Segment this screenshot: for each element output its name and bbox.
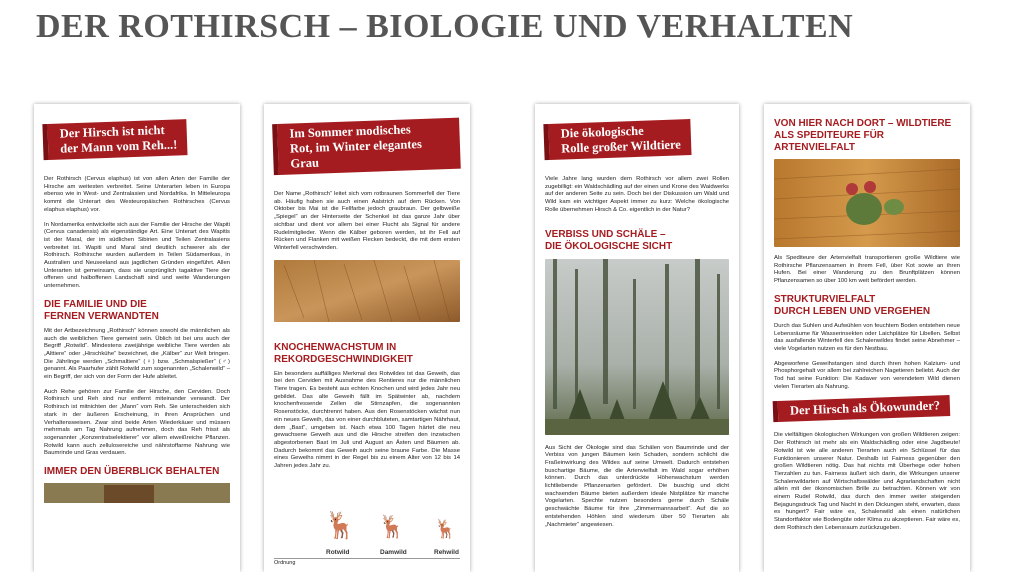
- label-line-1: Der Hirsch ist nicht: [59, 122, 165, 141]
- deer-label: Rotwild: [326, 548, 350, 556]
- paragraph: Durch das Suhlen und Aufwühlen von feuchtem Boden entstehen neue Lebensräume für Wasserinsekten oder Laichplätze für Libellen. Selbst das ausfallende Winterfell des Schalenwildes findet seine Abnehmer – viele Vogelarten nutzen es für den Nestbau.: [774, 322, 960, 352]
- red-label: [548, 119, 691, 160]
- section-heading: [274, 342, 460, 366]
- heading-line-2: ALS SPEDITEURE FÜR ARTENVIELFALT: [774, 130, 885, 153]
- deer-label: Damwild: [380, 548, 407, 556]
- panel-spediteure-artenvielfalt: [764, 104, 970, 572]
- label-line-1: Die ökologische: [560, 123, 644, 141]
- row-label: Ordnung: [274, 559, 296, 566]
- red-label: [47, 119, 187, 160]
- heading-line-1: DIE FAMILIE UND DIE: [44, 298, 147, 310]
- photo-deer-partial: [44, 483, 230, 503]
- red-label-container: [47, 118, 230, 160]
- panel-oekologische-rolle: [535, 104, 739, 572]
- label-line-2: Rolle großer Wildtiere: [560, 137, 682, 156]
- heading-line-1: VERBISS UND SCHÄLE –: [545, 228, 666, 240]
- heading-line-2: REKORDGESCHWINDIGKEIT: [274, 353, 413, 365]
- paragraph: Als Spediteure der Artenvielfalt transportieren große Wildtiere wie Rothirsche Pflanzensamen in ihrem Fell, über Kot sowie an ihren Hufen. Bei einer Wanderung zu den Brunftplätzen können Pflanzensamen so über 100 km weit befördert werden.: [774, 255, 960, 285]
- section-heading: [774, 294, 960, 318]
- roe-deer-icon: 🦌: [434, 518, 457, 539]
- paragraph: Abgeworfene Geweihstangen sind durch ihren hohen Kalzium- und Phosphorgehalt vor allem bei zahlreichen Nagetieren beliebt. Auch der Tod hat seine Funktion: Die Kadaver von verendetem Wild dienen vielen Tierarten als Nahrung.: [774, 360, 960, 390]
- paragraph: Viele Jahre lang wurden dem Rothirsch vor allem zwei Rollen zugebilligt: ein Waldschädling auf der einen und Krone des Waidwerks auf der anderen Seite zu sein. Doch bei der Diskussion um Wald und Wild kam ein wichtiger Aspekt immer zu kurz: Welche ökologische Rolle übernehmen Hirsch & Co. eigentlich in der Natur?: [545, 176, 729, 213]
- section-heading: [774, 118, 960, 154]
- paragraph: Die vielfältigen ökologischen Wirkungen von großen Wildtieren zeigen: Der Rothirsch ist mehr als ein Waldschädling oder eine Jagdbeute! Rotwild ist wie alle anderen Tierarten auch ein Schlüssel für das Funktionieren unserer Natur. Deshalb ist Fairness gegenüber den großen Wildtieren nötig. Das hat nichts mit Überhege oder hohen Tierzahlen zu tun. Fairness äußert sich darin, die Wirkungen unserer Schalenwildarten auf Wirtschaftswälder und Agrarlandschaften nicht allein mit der ökonomischen Brille zu betrachten. Können wir von einem Rudel Rotwild, das durch den immer weiter steigenden Bejagungsdruck Tag und Nacht in den Dickungen steht, erwarten, dass es hungert? Fair wäre es, Schalenwild als einen natürlichen Standortfaktor wie Bodengüte oder Klima zu akzeptieren. Fair wäre es, dem Rothirsch den Lebensraum zurückzugeben.: [774, 432, 960, 531]
- label-line-1: Im Sommer modisches: [289, 122, 411, 141]
- section-heading: [545, 229, 729, 253]
- paragraph: Aus Sicht der Ökologie sind das Schälen von Baumrinde und der Verbiss von jungen Bäumen kein Schaden, sondern schlicht die Fraßeinwirkung des Wildes auf seine Umwelt. Dadurch entstehen buschartige Bäume, die die Artenvielfalt im Wald sogar erhöhen können. Durch das unterdrückte Höhenwachstum werden lichtliebende Pflanzenarten gefördert. Die buschig und dicht wachsenden Bäume bieten außerdem ideale Nistplätze für manche Vogelarten. Spechte nutzen besonders gerne durch Schäle geschwächte Bäume für ihre „Zimmermannsarbeit“. Auf die so entstehenden Höhlen sind wiederum über 50 Tierarten als „Nachmieter“ angewiesen.: [545, 444, 729, 528]
- heading-line-2: DIE ÖKOLOGISCHE SICHT: [545, 240, 673, 252]
- panel-sommer-rot-winter-grau: [264, 104, 470, 572]
- deer-comparison-table: [274, 478, 460, 558]
- label-line-2: der Mann vom Reh...!: [59, 137, 178, 156]
- paragraph: Der Name „Rothirsch“ leitet sich vom rotbraunen Sommerfell der Tiere ab. Häufig haben sie auch einen Aalstrich auf dem Rücken. Von Oktober bis Mai ist die Fellfarbe jedoch graubraun. Der gelbweiße „Spiegel“ an der Hinterseite der Schenkel ist das ganze Jahr über sichtbar und dient vor allem bei einer Flucht als Signal für andere Rudelmitglieder. Wenn die Kälber geboren werden, ist ihr Fell auf Rücken und Flanken mit weißen Flecken bedeckt, die mit dem ersten Winterfell verschwinden.: [274, 191, 460, 251]
- paragraph: Der Rothirsch (Cervus elaphus) ist von allen Arten der Familie der Hirsche am weitesten verbreitet. Seine Unterarten leben in Europa ebenso wie in West- und Zentralasien und Nordafrika. In Mitteleuropa kommt die Unterart des Westeuropäischen Rothirsches (Cervus elaphus elaphus) vor.: [44, 176, 230, 213]
- deer-label: Rehwild: [434, 548, 459, 556]
- heading-line-2: DURCH LEBEN UND VERGEHEN: [774, 305, 931, 317]
- red-label: Der Hirsch als Ökowunder?: [778, 395, 951, 422]
- red-label: [277, 118, 461, 175]
- photo-seeds-in-fur: [774, 159, 960, 247]
- photo-foggy-forest: [545, 259, 729, 435]
- red-label-container: [778, 395, 961, 422]
- red-label-container: [548, 118, 729, 160]
- page-title: DER ROTHIRSCH – BIOLOGIE UND VERHALTEN: [36, 8, 854, 45]
- photo-deer-fur: [274, 260, 460, 322]
- panel-hirsch-nicht-mann-vom-reh: [34, 104, 240, 572]
- paragraph: Mit der Artbezeichnung „Rothirsch“ können sowohl die männlichen als auch die weiblichen Tiere gemeint sein. Üblich ist bei uns auch der Begriff „Rotwild“. Mindestens zweijährige weibliche Tiere werden als „Alttiere“ oder „Hirschkühe“ bezeichnet, die „Kälber“ zur Welt bringen. Die Jährlinge werden „Schmaltiere“ (♀) bzw. „Schmalspießer“ (♂) genannt. Als Paarhufer zählt Rotwild zum sogenannten „Schalenwild“ – ein Begriff, der sich von der Form der Hufe ableitet.: [44, 327, 230, 381]
- heading-line-1: STRUKTURVIELFALT: [774, 293, 876, 305]
- section-heading: IMMER DEN ÜBERBLICK BEHALTEN: [44, 466, 220, 478]
- heading-line-1: VON HIER NACH DORT – WILDTIERE: [774, 118, 952, 129]
- heading-line-1: KNOCHENWACHSTUM IN: [274, 341, 397, 353]
- label-line-2: Rot, im Winter elegantes Grau: [289, 136, 423, 171]
- table-row: [274, 558, 460, 566]
- fallow-deer-icon: 🦌: [378, 513, 406, 539]
- paragraph: Ein besonders auffälliges Merkmal des Rotwildes ist das Geweih, das bei den Cerviden mit Ausnahme des Rentieres nur die männlichen Tiere tragen. Es besteht aus echten Knochen und wird jedes Jahr neu gebildet. Das alte Geweih fällt im Spätwinter ab, nachdem knochenfressende Zellen die Stirnzapfen, die sogenannten Rosenstöcke, durchtrennt haben. Aus den Rosenstöcken wächst nun ein neues Geweih, das von einer durchbluteten, samtartigen Nährhaut, dem „Bast“, umgeben ist. Nach etwa 100 Tagen härtet die neu gewachsene Geweih aus und die Hirsche streifen den inzwischen abgestorbenen Bast im Juli und August an Ästen und Bäumen ab. Dadurch bekommt das Geweih auch seine braune Farbe. Die Masse eines Geweihs nimmt in der Regel bis zu einem Alter von 12 bis 14 Jahren jedes Jahr zu.: [274, 370, 460, 470]
- section-heading: [44, 299, 230, 323]
- red-deer-icon: 🦌: [324, 509, 357, 540]
- paragraph: In Nordamerika entwickelte sich aus der Familie der Hirsche der Wapiti (Cervus canadensis) als eigenständige Art. Eine Unterart des Wapitis ist der Maral, der im südlichen Sibirien und Teilen Zentralasiens verbreitet ist. Wapiti und Maral sind deutlich schwerer als der Rothirsch. Rothirsche wurden außerdem in Teilen Südamerikas, in Australien und Neuseeland aus jagdlichen Gründen eingeführt. Allen Unterarten ist gemeinsam, dass sie ursprünglich tagaktive Tiere der offenen und halboffenen Landschaft sind und weite Wanderungen unternehmen.: [44, 221, 230, 290]
- heading-line-2: FERNEN VERWANDTEN: [44, 310, 159, 322]
- paragraph: Auch Rehe gehören zur Familie der Hirsche, den Cerviden. Doch Rothirsch und Reh sind nur entfernt miteinander verwandt. Der Rothirsch ist mitnichten der „Mann“ vom Reh. Sie unterscheiden sich stark in der äußeren Erscheinung, in ihren Ansprüchen und Verhaltensweisen. Zwar sind beide Arten Wiederkäuer und müssen mehrmals am Tag Nahrung aufnehmen, doch das Reh frisst als sogenannter „Konzentratselektierer“ vor allem eiweißreiche Pflanzen. Rotwild kann auch zellulosereiche und nährstoffarme Nahrung wie Baumrinde und Gras verdauen.: [44, 388, 230, 457]
- red-label-container: [277, 118, 461, 175]
